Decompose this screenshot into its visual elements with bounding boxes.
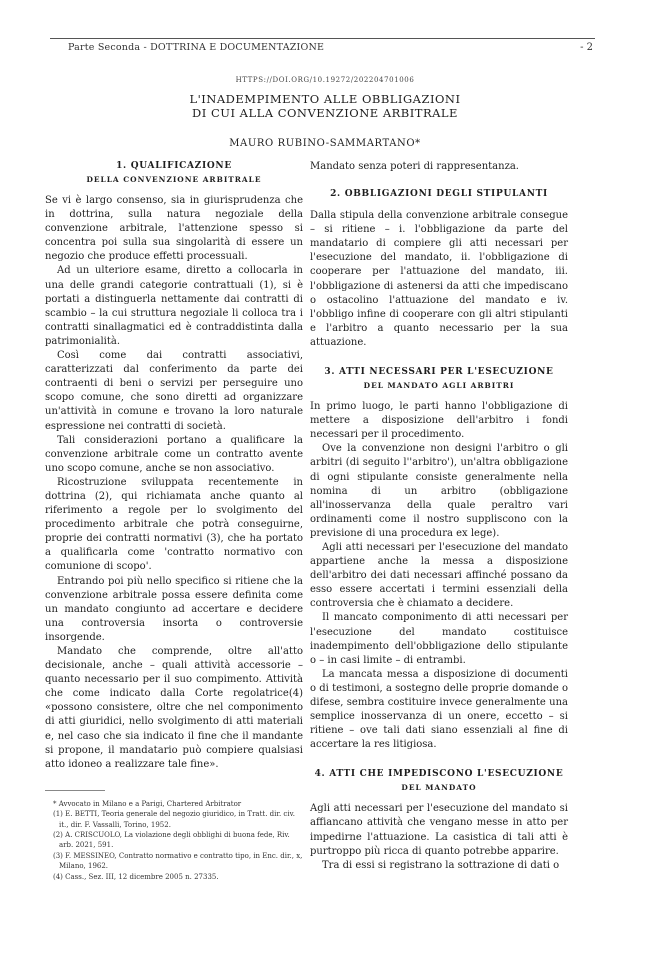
section-heading-1 xyxy=(45,160,303,186)
section-heading-4-line-2: DEL MANDATO xyxy=(401,783,477,793)
article-title-line-2: DI CUI ALLA CONVENZIONE ARBITRALE xyxy=(192,106,458,120)
paragraph: Dalla stipula della convenzione arbitrale consegue – si ritiene – i. l'obbligazione da parte del mandatario di compiere gli atti necessari per l'esecuzione del mandato, ii. l'obbligazione di cooperare per l'attuazione del mandato, iii. l'obbligazione di astenersi da atti che impediscano o ostacolino l'attuazione del mandato e iv. l'obbligo infine di cooperare con gli altri stipulanti e l'arbitro a quanto necessario per la sua attuazione. xyxy=(310,210,568,348)
section-heading-1-line-2: DELLA CONVENZIONE ARBITRALE xyxy=(86,175,262,184)
footnote: * Avvocato in Milano e a Parigi, Chartered Arbitrator xyxy=(53,799,242,808)
paragraph: Se vi è largo consenso, sia in giurisprudenza che in dottrina, sulla natura negoziale della convenzione arbitrale, l'attenzione spesso si concentra poi sulla sua singolarità di essere un negozio che produce effetti processuali. xyxy=(45,195,303,263)
article-author: MAURO RUBINO-SAMMARTANO* xyxy=(229,138,421,149)
paragraph: Tra di essi si registrano la sottrazione di dati o xyxy=(322,859,560,871)
section-heading-4 xyxy=(310,768,568,794)
footnotes xyxy=(45,799,303,882)
paragraph: Agli atti necessari per l'esecuzione del mandato appartiene anche la messa a disposizione dell'arbitro dei dati necessari affinché possano da esso essere accertati i termini essenziali della controversia che è chiamato a decidere. xyxy=(310,541,568,610)
article-title xyxy=(0,92,650,120)
paragraph: Ricostruzione sviluppata recentemente in dottrina (2), qui richiamata anche quanto al riferimento a regole per lo svolgimento del procedimento arbitrale che potrà conseguirne, proprie dei contratti normativi (3), che ha portato a qualificarla come 'contratto normativo con comunione di scopo'. xyxy=(45,476,303,573)
running-header xyxy=(50,38,595,59)
paragraph: Tali considerazioni portano a qualificare la convenzione arbitrale come un contratto avente uno scopo comune, anche se non associativo. xyxy=(45,434,303,474)
section-heading-2: 2. OBBLIGAZIONI DEGLI STIPULANTI xyxy=(330,189,548,200)
right-column xyxy=(310,160,568,873)
carryover-paragraph: Mandato senza poteri di rappresentanza. xyxy=(310,161,519,172)
footnote: (3) F. MESSINEO, Contratto normativo e contratto tipo, in Enc. dir., x, Milano, 1962. xyxy=(53,851,303,871)
paragraph: Entrando poi più nello specifico si ritiene che la convenzione arbitrale possa essere definita come un mandato congiunto ad accertare e decidere una controversia insorta o controversie insorgende. xyxy=(45,575,303,643)
paragraph: Mandato che comprende, oltre all'atto decisionale, anche – quali attività accessorie – quanto necessario per il suo compimento. Attività che come indicato dalla Corte regolatrice(4) «possono consistere, oltre che nel componimento di atti giuridici, nello svolgimento di atti materiali e, nel caso che sia indicato il fine che il mandante si propone, il mandatario può compiere qualsiasi atto idoneo a realizzare tale fine». xyxy=(45,646,303,770)
footnote: (2) A. CRISCUOLO, La violazione degli obblighi di buona fede, Riv. arb. 2021, 591. xyxy=(53,831,290,850)
section-heading-1-line-1: 1. QUALIFICAZIONE xyxy=(116,161,232,171)
page-number: - 2 xyxy=(580,42,593,53)
article-title-line-1: L'INADEMPIMENTO ALLE OBBLIGAZIONI xyxy=(189,92,461,106)
section-heading-3 xyxy=(310,366,568,392)
paragraph: Ad un ulteriore esame, diretto a collocarla in una delle grandi categorie contrattuali (1), si è portati a distinguerla nettamente dai contratti di scambio – la cui struttura negoziale li colloca tra i contratti sinallagmatici ed è contraddistinta dalla patrimonialità. xyxy=(45,265,303,347)
section-heading-4-line-1: 4. ATTI CHE IMPEDISCONO L'ESECUZIONE xyxy=(314,769,564,780)
running-title: Parte Seconda - DOTTRINA E DOCUMENTAZIONE xyxy=(68,42,325,53)
paragraph: Ove la convenzione non designi l'arbitro o gli arbitri (di seguito l''arbitro'), un'altra obbligazione di ogni stipulante consiste generalmente nella nomina di un arbitro (obbligazione all'inosservanza della quale peraltro vari ordinamenti come il nostro suppliscono con la previsione di una procedura ex lege). xyxy=(310,443,568,539)
paragraph: Il mancato componimento di atti necessari per l'esecuzione del mandato costituisce inadempimento dell'obbligazione dello stipulante o – in casi limite – di entrambi. xyxy=(310,612,568,666)
paragraph: In primo luogo, le parti hanno l'obbligazione di mettere a disposizione dell'arbitro i fondi necessari per il procedimento. xyxy=(310,401,568,441)
footnote: (4) Cass., Sez. III, 12 dicembre 2005 n. 27335. xyxy=(53,872,219,881)
paragraph: La mancata messa a disposizione di documenti o di testimoni, a sostegno delle proprie domande o difese, sembra costituire invece generalmente una semplice inosservanza di un onere, eccetto – si ritiene – ove tali dati siano essenziali al fine di accertare la res litigiosa. xyxy=(310,668,568,751)
section-heading-3-line-2: DEL MANDATO AGLI ARBITRI xyxy=(363,381,515,391)
left-column xyxy=(45,160,303,882)
footnote: (1) E. BETTI, Teoria generale del negozio giuridico, in Tratt. dir. civ. it., dir. F. Vassalli, Torino, 1952. xyxy=(53,810,295,829)
paragraph: Così come dai contratti associativi, caratterizzati dal conferimento da parte dei contraenti di beni o servizi per perseguire uno scopo comune, che sono diretti ad organizzare un'attività in comune e trovano la loro naturale espressione nei contratti di società. xyxy=(45,350,303,432)
section-heading-3-line-1: 3. ATTI NECESSARI PER L'ESECUZIONE xyxy=(324,367,554,378)
paragraph: Agli atti necessari per l'esecuzione del mandato si affiancano attività che vengano messe in atto per impedirne l'attuazione. La casistica di tali atti è purtroppo più ricca di quanto potrebbe apparire. xyxy=(310,803,568,857)
doi-link[interactable]: HTTPS://DOI.ORG/10.19272/202204701006 xyxy=(235,76,415,84)
